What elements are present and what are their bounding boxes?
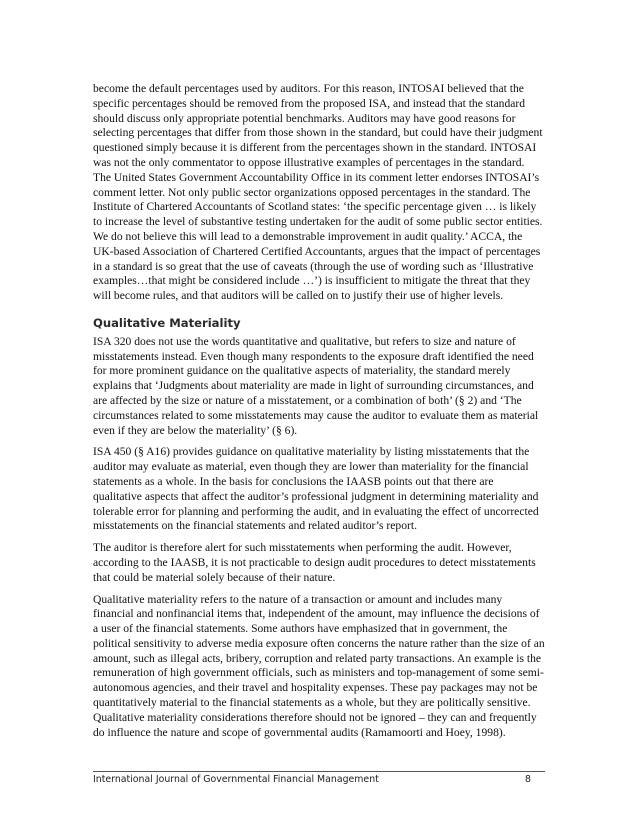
footer-rule [93,771,545,772]
paragraph-isa-450: ISA 450 (§ A16) provides guidance on qualitative materiality by listing misstatements that the auditor may evaluate as material, even though they are lower than materiality for the financial statements as a whole. In the basis for conclusions the IAASB points out that there are qualitative aspects that affect the auditor’s professional judgment in determining materiality and tolerable error for planning and performing the audit, and in evaluating the effect of uncorrected misstatements on the financial statements and related auditor’s report. [93,445,539,533]
paragraph-isa-320: ISA 320 does not use the words quantitative and qualitative, but refers to size and nature of misstatements instead. Even though many respondents to the exposure draft identified the need for more prominent guidance on the qualitative aspects of materiality, the standard merely explains that ‘Judgments about materiality are made in light of surrounding circumstances, and are affected by the size or nature of a misstatement, or a combination of both’ (§ 2) and ‘The circumstances related to some misstatements may cause the auditor to evaluate them as material even if they are below the materiality’ (§ 6). [93,334,539,437]
body-text [93,82,545,747]
paragraph-continuation: become the default percentages used by auditors. For this reason, INTOSAI believed that the specific percentages should be removed from the proposed ISA, and instead that the standard should discuss only appropriate potential benchmarks. Auditors may have good reasons for selecting percentages that differ from those shown in the standard, but could have their judgment questioned simply because it is different from the percentages shown in the standard. INTOSAI was not the only commentator to oppose illustrative examples of percentages in the standard. The United States Government Accountability Office in its comment letter endorses INTOSAI’s comment letter. Not only public sector organizations opposed percentages in the standard. The Institute of Chartered Accountants of Scotland states: ‘the specific percentage given … is likely to increase the level of substantive testing undertaken for the audit of some public sector entities. We do not believe this will lead to a demonstrable improvement in audit quality.’ ACCA, the UK-based Association of Chartered Certified Accountants, argues that the impact of percentages in a standard is so great that the use of caveats (through the use of wording such as ‘Illustrative examples…that might be considered include …’) is insufficient to mitigate the threat that they will become rules, and that auditors will be called on to justify their use of higher levels. [93,82,543,303]
paragraph-qualitative-materiality: Qualitative materiality refers to the nature of a transaction or amount and includes many financial and nonfinancial items that, independent of the amount, may influence the decisions of a user of the financial statements. Some authors have emphasized that in government, the political sensitivity to adverse media exposure often concerns the nature rather than the size of an amount, such as illegal acts, bribery, corruption and related party transactions. An example is the remuneration of high government officials, such as ministers and top-management of some semi-autonomous agencies, and their travel and hospitality expenses. These pay packages may not be quantitatively material to the financial statements as a whole, but they are politically sensitive. Qualitative materiality considerations therefore should not be ignored – they can and frequently do influence the nature and scope of governmental audits (Ramamoorti and Hoey, 1998). [93,592,545,739]
footer-journal-title: International Journal of Governmental Financial Management [93,774,379,785]
footer-page-number: 8 [525,774,531,785]
paragraph-auditor-alert: The auditor is therefore alert for such misstatements when performing the audit. However, according to the IAASB, it is not practicable to design audit procedures to detect misstatements that could be material solely because of their nature. [93,541,536,584]
section-heading: Qualitative Materiality [93,315,241,330]
